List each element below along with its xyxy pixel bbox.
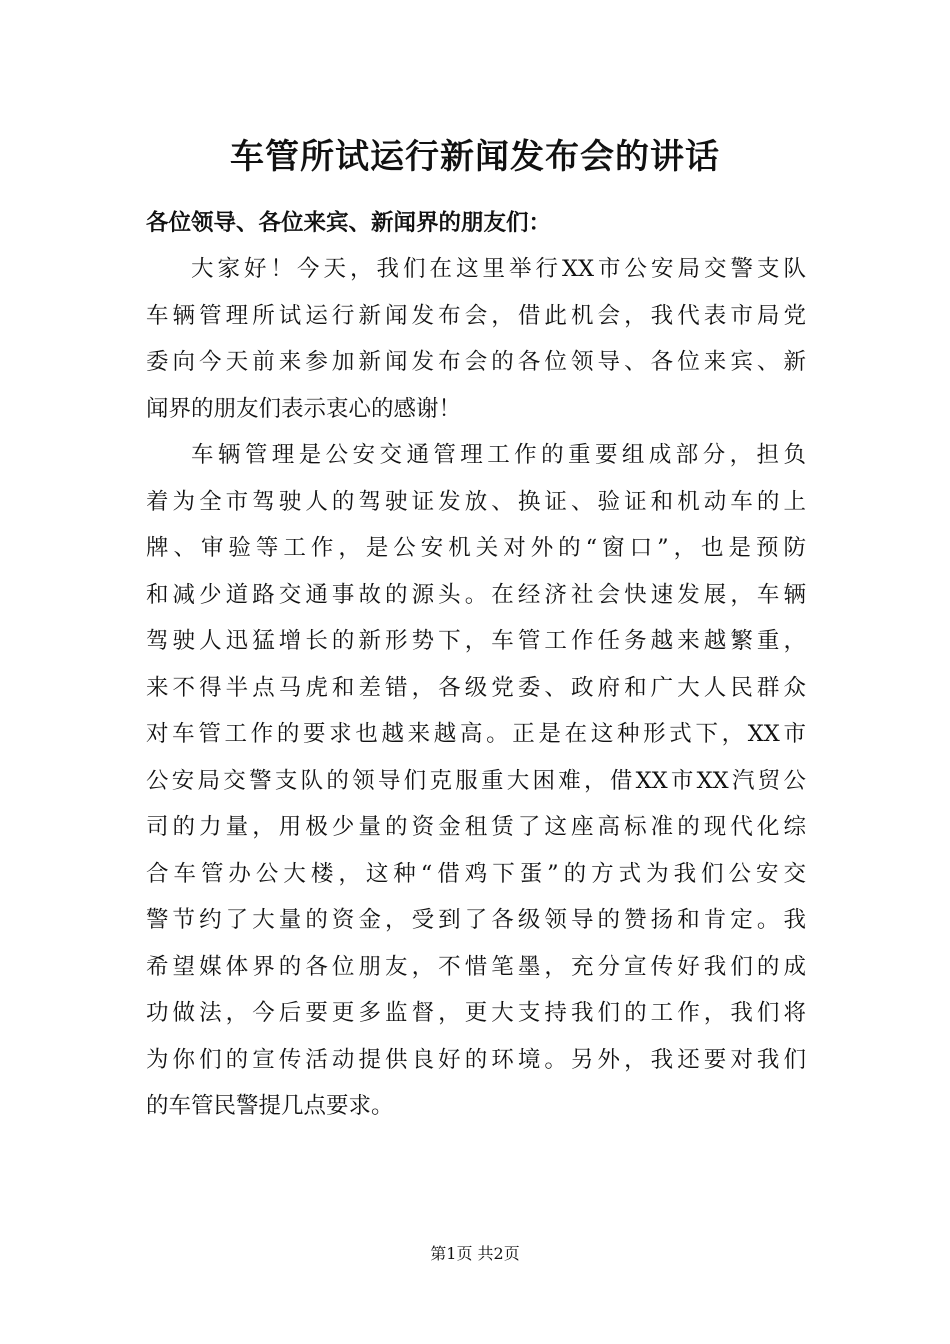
paragraph-line: 委向今天前来参加新闻发布会的各位领导、各位来宾、新	[146, 349, 806, 375]
paragraph-line: 闻界的朋友们表示衷心的感谢！	[146, 395, 462, 422]
paragraph-line: 和减少道路交通事故的源头。在经济社会快速发展，车辆	[146, 581, 806, 608]
paragraph-line: 合车管办公大楼，这种“借鸡下蛋”的方式为我们公安交	[146, 860, 806, 887]
paragraph-line: 功做法，今后要更多监督，更大支持我们的工作，我们将	[146, 1000, 806, 1026]
paragraph-line: 车辆管理是公安交通管理工作的重要组成部分，担负	[191, 442, 806, 468]
paragraph-line: 希望媒体界的各位朋友，不惜笔墨，充分宣传好我们的成	[146, 953, 806, 980]
paragraph	[146, 246, 806, 432]
salutation: 各位领导、各位来宾、新闻界的朋友们：	[146, 210, 552, 236]
paragraph-line: 司的力量，用极少量的资金租赁了这座高标准的现代化综	[146, 814, 806, 840]
paragraph-line: 的车管民警提几点要求。	[146, 1093, 394, 1119]
paragraph	[146, 432, 806, 1130]
page-footer: 第1页 共2页	[430, 1244, 520, 1263]
paragraph-line: 车辆管理所试运行新闻发布会，借此机会，我代表市局党	[146, 302, 806, 329]
paragraph-line: 对车管工作的要求也越来越高。正是在这种形式下，XX市	[146, 721, 806, 747]
paragraph-line: 来不得半点马虎和差错，各级党委、政府和广大人民群众	[146, 674, 806, 701]
document-title: 车管所试运行新闻发布会的讲话	[230, 137, 720, 177]
paragraph-line: 驾驶人迅猛增长的新形势下，车管工作任务越来越繁重，	[146, 628, 806, 654]
paragraph-line: 警节约了大量的资金，受到了各级领导的赞扬和肯定。我	[146, 907, 806, 933]
paragraph-line: 公安局交警支队的领导们克服重大困难，借XX市XX汽贸公	[146, 767, 806, 794]
document-body	[146, 246, 806, 1130]
paragraph-line: 着为全市驾驶人的驾驶证发放、换证、验证和机动车的上	[146, 488, 806, 515]
paragraph-line: 大家好！今天，我们在这里举行XX市公安局交警支队	[191, 256, 806, 282]
paragraph-line: 为你们的宣传活动提供良好的环境。另外，我还要对我们	[146, 1046, 806, 1073]
paragraph-line: 牌、审验等工作，是公安机关对外的“窗口”，也是预防	[146, 535, 806, 561]
